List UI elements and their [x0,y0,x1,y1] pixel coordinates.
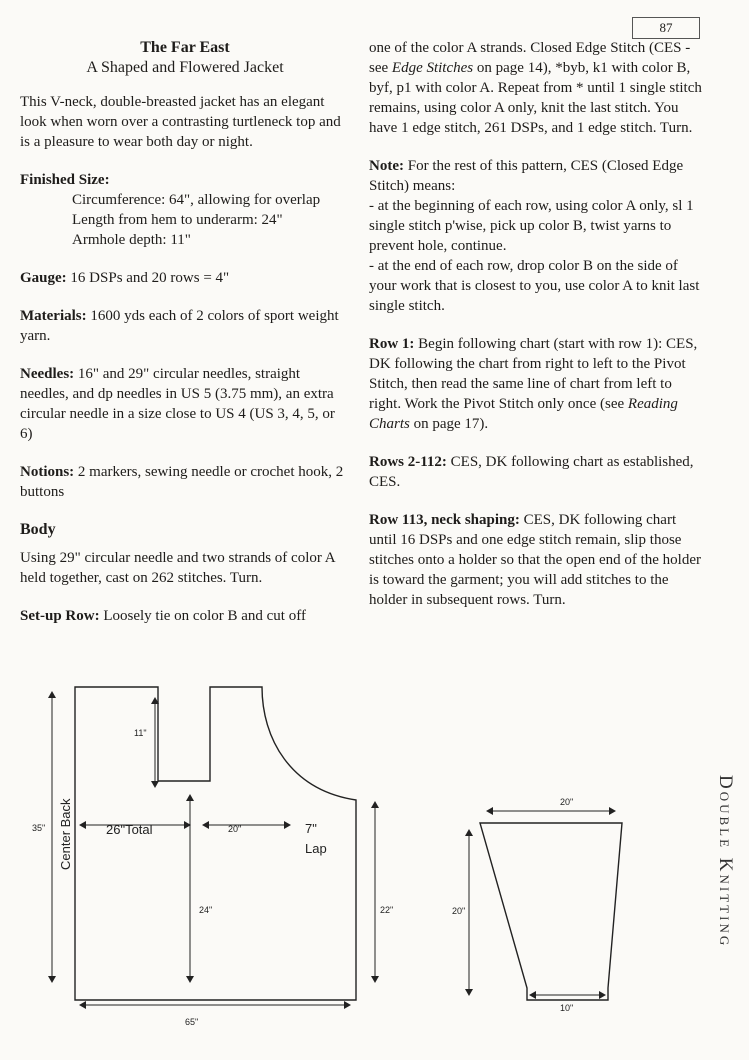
note-text: For the rest of this pattern, CES (Closed Edge Stitch) means: [369,158,684,194]
label-body-length: 24" [199,905,213,915]
label-lap-value: 7" [305,821,317,836]
sidebar-section-title: Double Knitting [715,775,736,949]
page-number: 87 [632,17,700,39]
row-113-label: Row 113, neck shaping: [369,512,520,528]
setup-label: Set-up Row: [20,608,100,624]
needles-text: 16" and 29" circular needles, straight needles, and dp needles in US 5 (3.75 mm), an extra circular needle in a size close to US 4 (US 3, 4, 5, or 6) [20,366,335,442]
schematic-diagram [0,670,700,1060]
intro-paragraph: This V-neck, double-breasted jacket has an elegant look when worn over a contrasting turtleneck top and is a pleasure to wear both day or night. [20,94,341,150]
finished-size-line: Circumference: 64", allowing for overlap [72,192,321,208]
materials-text: 1600 yds each of 2 colors of sport weight yarn. [20,308,339,344]
setup-row [20,606,350,626]
finished-size-line: Length from hem to underarm: 24" [72,212,283,228]
label-sleeve-top: 20" [560,797,574,807]
edge-stitches-ref: Edge Stitches [391,60,474,76]
needles [20,364,350,444]
rows-2-112-label: Rows 2-112: [369,454,447,470]
notions [20,462,350,502]
label-side-length: 22" [380,905,394,915]
note [369,156,707,316]
gauge [20,268,350,288]
sleeve-outline [480,823,622,1000]
row-1 [369,334,707,434]
label-body-height: 35" [32,823,46,833]
label-total: 26"Total [106,822,153,837]
row-113-text: CES, DK following chart until 16 DSPs and one edge stitch remain, slip those stitches onto a holder so that the open end of the holder is toward the garment; you will add stitches to the holder in subsequent rows. Turn. [369,512,701,608]
notions-label: Notions: [20,464,75,480]
row-1-label: Row 1: [369,336,415,352]
rows-2-112 [369,452,707,492]
label-center-back: Center Back [58,798,73,870]
setup-text: Loosely tie on color B and cut off [99,608,306,624]
setup-cont-text: one of the color A strands. Closed Edge Stitch (CES - see [369,40,691,76]
label-armhole: 11" [134,728,147,738]
finished-size [20,170,350,250]
row-1-text: on page 17). [409,416,489,432]
row-113 [369,510,707,610]
finished-size-line: Armhole depth: 11" [72,232,191,248]
note-item: - at the end of each row, drop color B on the side of your work that is closest to you, use color A to knit last single stitch. [369,258,700,314]
reading-charts-ref: Reading Charts [369,396,678,432]
setup-continued [369,38,707,138]
pattern-subtitle: A Shaped and Flowered Jacket [86,59,284,76]
setup-cont-text: on page 14), *byb, k1 with color B, byf, p1 with color A. Repeat from * until 1 single stitch remains, using color A only, knit the last stitch. You have 1 edge stitch, 261 DSPs, and 1 edge stitch. Turn. [369,60,702,136]
body-paragraph: Using 29" circular needle and two strands of color A held together, cast on 262 stitches. Turn. [20,550,335,586]
label-hem-width: 65" [185,1017,199,1027]
left-column [20,38,350,644]
gauge-text: 16 DSPs and 20 rows = 4" [66,270,230,286]
materials-label: Materials: [20,308,87,324]
body-heading: Body [20,521,56,538]
label-sleeve-cuff: 10" [560,1003,574,1013]
label-front: 20" [228,824,242,834]
pattern-title: The Far East [140,39,230,56]
label-sleeve-length: 20" [452,906,466,916]
rows-2-112-text: CES, DK following chart as established, CES. [369,454,694,490]
needles-label: Needles: [20,366,75,382]
materials [20,306,350,346]
finished-size-label: Finished Size: [20,172,110,188]
gauge-label: Gauge: [20,270,67,286]
note-label: Note: [369,158,404,174]
row-1-text: Begin following chart (start with row 1): CES, DK following the chart from right to left to the Pivot Stitch, then read the same line of chart from left to right. Work the Pivot Stitch only once (see [369,336,698,412]
right-column [369,38,707,628]
note-item: - at the beginning of each row, using color A only, sl 1 single stitch p'wise, pick up color B, twist yarns to prevent hole, continue. [369,198,694,254]
notions-text: 2 markers, sewing needle or crochet hook, 2 buttons [20,464,344,500]
label-lap-word: Lap [305,841,327,856]
